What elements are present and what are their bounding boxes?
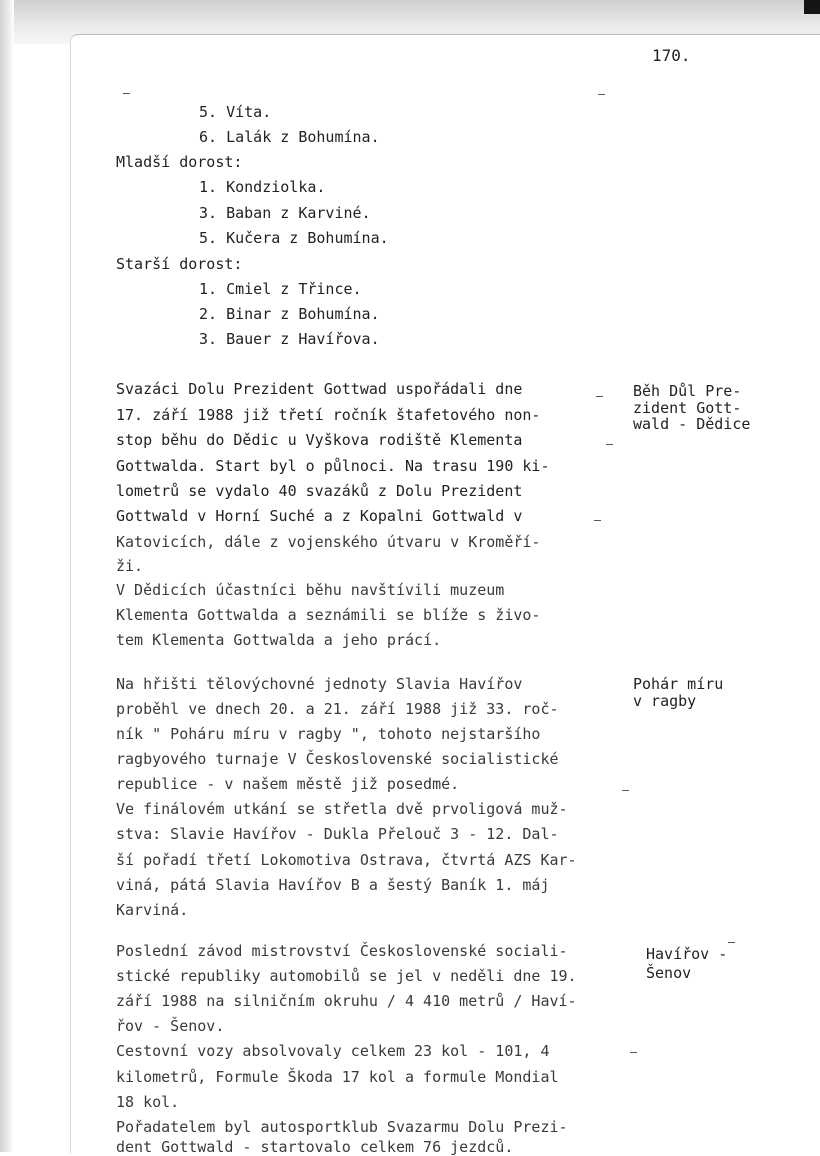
- list-item: 5. Víta.: [199, 103, 272, 121]
- paragraph-line: proběhl ve dnech 20. a 21. září 1988 již 33. roč-: [116, 700, 559, 718]
- paragraph-line: 17. září 1988 již třetí ročník štafetového non-: [116, 406, 541, 424]
- paragraph-line: lometrů se vydalo 40 svazáků z Dolu Prezident: [116, 482, 523, 500]
- list-item: 1. Cmiel z Třince.: [199, 280, 362, 298]
- list-item: 3. Bauer z Havířova.: [199, 330, 380, 348]
- list-item: 3. Baban z Karviné.: [199, 204, 371, 222]
- paragraph-line: Gottwald v Horní Suché a z Kopalni Gottwald v: [116, 507, 523, 525]
- list-item: 1. Kondziolka.: [199, 178, 326, 196]
- scan-edge-shadow: [804, 0, 820, 14]
- paragraph-line: Pořadatelem byl autosportklub Svazarmu Dolu Prezi-: [116, 1118, 568, 1136]
- paragraph-line: Katovicích, dále z vojenského útvaru v Kroměří-: [116, 533, 541, 551]
- margin-note-line: wald - Dědice: [633, 415, 751, 433]
- paragraph-line: ník " Poháru míru v ragby ", tohoto nejstaršího: [116, 725, 541, 743]
- paragraph-line: Gottwalda. Start byl o půlnoci. Na trasu 190 ki-: [116, 457, 550, 475]
- binding-spine: [0, 0, 14, 1152]
- stray-mark: [606, 444, 613, 445]
- margin-note-line: Pohár míru: [633, 675, 724, 693]
- paragraph-line: Ve finálovém utkání se střetla dvě prvoligová muž-: [116, 800, 568, 818]
- paragraph-line: Svazáci Dolu Prezident Gottwad uspořádali dne: [116, 380, 523, 398]
- paragraph-line: dent Gottwald - startovalo celkem 76 jezdců.: [116, 1138, 514, 1156]
- margin-note-line: Běh Důl Pre-: [633, 382, 742, 400]
- paragraph-line: V Dědicích účastníci běhu navštívili muzeum: [116, 581, 505, 599]
- paragraph-line: ší pořadí třetí Lokomotiva Ostrava, čtvrtá AZS Kar-: [116, 851, 577, 869]
- paragraph-line: ži.: [116, 557, 144, 575]
- paragraph-line: září 1988 na silničním okruhu / 4 410 metrů / Haví-: [116, 992, 577, 1010]
- stray-mark: [123, 93, 130, 94]
- paragraph-line: stva: Slavie Havířov - Dukla Přelouč 3 - 12. Dal-: [116, 825, 559, 843]
- paragraph-line: Cestovní vozy absolvovaly celkem 23 kol - 101, 4: [116, 1042, 550, 1060]
- list-item: 6. Lalák z Bohumína.: [199, 128, 380, 146]
- stray-mark: [728, 942, 735, 943]
- margin-note-line: Havířov -: [646, 945, 728, 963]
- paragraph-line: kilometrů, Formule Škoda 17 kol a formule Mondial: [116, 1068, 559, 1086]
- paragraph-line: Klementa Gottwalda a seznámili se blíže s živo-: [116, 606, 541, 624]
- paragraph-line: Karviná.: [116, 901, 189, 919]
- stray-mark: [596, 396, 603, 397]
- stray-mark: [622, 790, 629, 791]
- stray-mark: [630, 1052, 637, 1053]
- paragraph-line: ragbyového turnaje V Československé socialistické: [116, 750, 559, 768]
- paragraph-line: 18 kol.: [116, 1093, 180, 1111]
- margin-note-line: v ragby: [633, 692, 697, 710]
- margin-note-line: Šenov: [646, 964, 692, 982]
- list-item: 5. Kučera z Bohumína.: [199, 229, 389, 247]
- paragraph-line: republice - v našem městě již posedmé.: [116, 775, 460, 793]
- paragraph-line: viná, pátá Slavia Havířov B a šestý Baník 1. máj: [116, 876, 550, 894]
- margin-note-line: zident Gott-: [633, 399, 742, 417]
- list-item: 2. Binar z Bohumína.: [199, 305, 380, 323]
- paragraph-line: Poslední závod mistrovství Československé sociali-: [116, 942, 568, 960]
- paragraph-line: Na hřišti tělovýchovné jednoty Slavia Havířov: [116, 675, 523, 693]
- list-heading-mladsi: Mladší dorost:: [116, 153, 243, 171]
- paragraph-line: tem Klementa Gottwalda a jeho prácí.: [116, 631, 442, 649]
- paragraph-line: řov - Šenov.: [116, 1017, 225, 1035]
- list-heading-starsi: Starší dorost:: [116, 255, 243, 273]
- stray-mark: [598, 94, 605, 95]
- paragraph-line: stop běhu do Dědic u Vyškova rodiště Klementa: [116, 431, 523, 449]
- page-number: 170.: [652, 46, 691, 65]
- paragraph-line: stické republiky automobilů se jel v neděli dne 19.: [116, 967, 577, 985]
- stray-mark: [594, 520, 601, 521]
